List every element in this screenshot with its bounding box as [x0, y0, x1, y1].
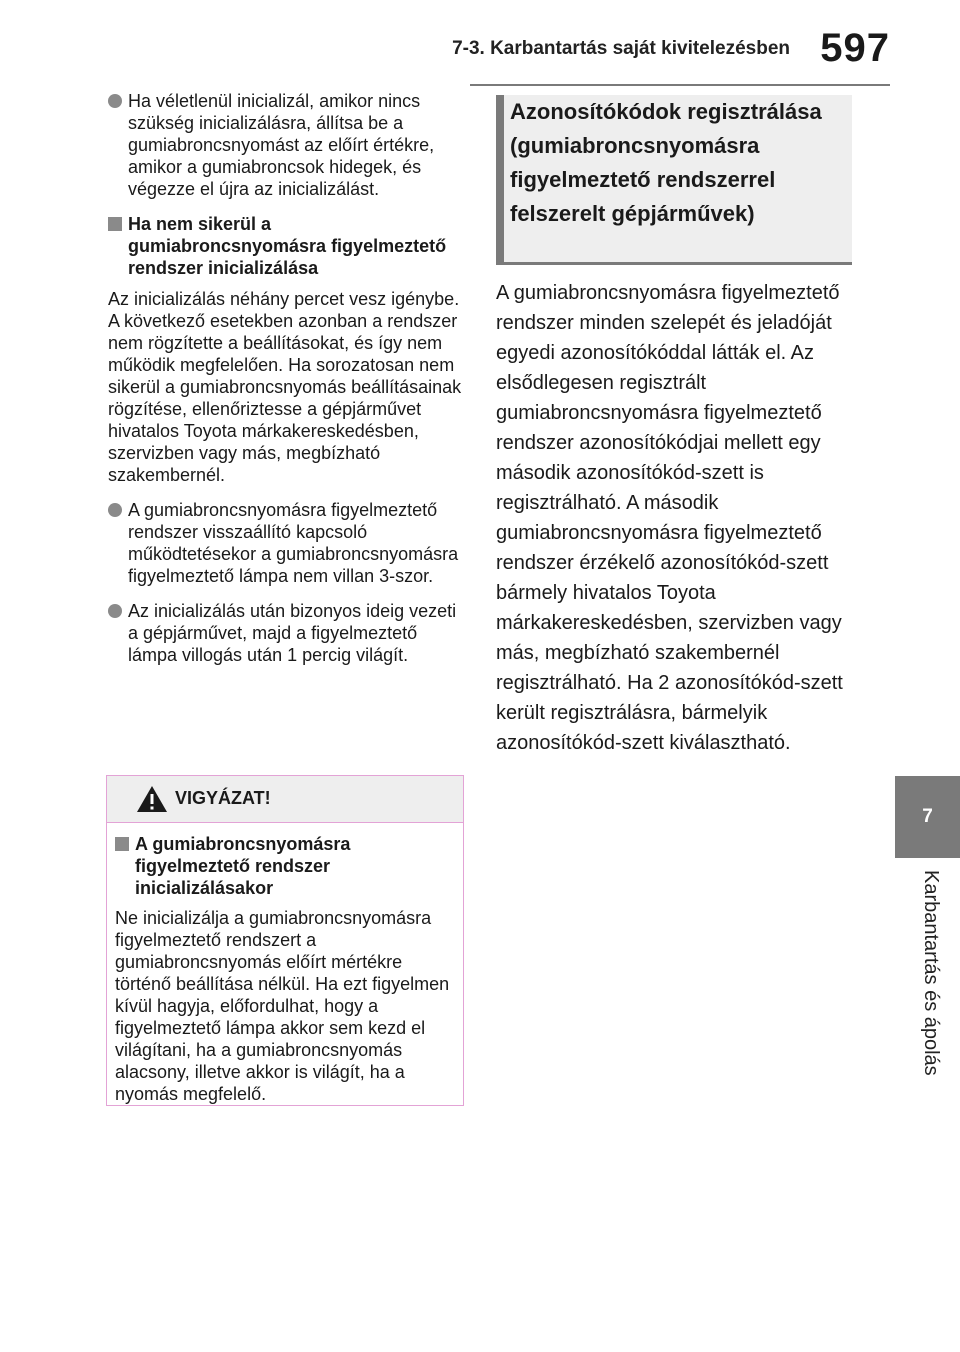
bullet-text: Az inicializálás után bizonyos ideig vezeti a gépjárművet, majd a figyelmeztető lámpa villogás után 1 percig világít. — [128, 601, 457, 665]
subsection-heading-text: Ha nem sikerül a gumiabroncsnyomásra figyelmeztető rendszer inicializálása — [128, 214, 447, 278]
chapter-label: Karbantartás és ápolás — [920, 870, 942, 1076]
circle-bullet-icon — [108, 94, 122, 108]
subsection-heading — [108, 213, 468, 279]
circle-bullet-icon — [108, 503, 122, 517]
bullet-text: A gumiabroncsnyomásra figyelmeztető rendszer visszaállító kapcsoló működtetésekor a gumiabroncsnyomásra figyelmeztető lámpa nem villan 3-szor. — [128, 500, 459, 586]
circle-bullet-icon — [108, 604, 122, 618]
heading-accent-bar — [496, 95, 504, 265]
left-column — [108, 90, 468, 679]
warning-box — [106, 775, 464, 1106]
bullet-text: Ha véletlenül inicializál, amikor nincs szükség inicializálásra, állítsa be a gumiabroncsnyomást az előírt értékre, amikor a gumiabroncsok hidegek, és végezze el újra az inicializálást. — [128, 91, 435, 199]
warning-header — [107, 776, 463, 823]
list-item — [108, 499, 468, 587]
section-title: 7-3. Karbantartás saját kivitelezésben — [452, 38, 790, 59]
warning-subheading-text: A gumiabroncsnyomásra figyelmeztető rendszer inicializálásakor — [135, 834, 351, 898]
warning-body — [107, 823, 463, 1105]
right-column-body: A gumiabroncsnyomásra figyelmeztető rendszer minden szelepét és jeladóját egyedi azonosítókóddal látták el. Az elsődlegesen regisztrált gumiabroncsnyomásra figyelmeztető rendszer azonosítókódjai mellett egy második azonosítókód-szett is regisztrálható. A második gumiabroncsnyomásra figyelmeztető rendszer érzékelő azonosítókód-szett bármely hivatalos Toyota márkakereskedésben, szervizben vagy más, megbízható szakembernél regisztrálható. Ha 2 azonosítókód-szett került regisztrálásra, bármelyik azonosítókód-szett kiválasztható. — [496, 282, 843, 754]
warning-title: VIGYÁZAT! — [175, 788, 271, 808]
section-heading-box — [496, 95, 852, 265]
list-item — [108, 600, 468, 666]
header-divider — [470, 84, 890, 86]
heading-underline — [496, 262, 852, 265]
warning-text: Ne inicializálja a gumiabroncsnyomásra figyelmeztető rendszert a gumiabroncsnyomás előírt mértékre történő beállítása nélkül. Ha ezt figyelmen kívül hagyja, előfordulhat, hogy a figyelmeztető lámpa akkor sem kezd el világítani, ha a gumiabroncsnyomás alacsony, illetve akkor is világít, ha a nyomás megfelelő. — [115, 908, 450, 1104]
list-item — [108, 90, 468, 200]
square-bullet-icon — [115, 837, 129, 851]
chapter-tab: 7 — [895, 776, 960, 858]
square-bullet-icon — [108, 217, 122, 231]
warning-subheading — [115, 833, 455, 899]
paragraph: Az inicializálás néhány percet vesz igénybe. A következő esetekben azonban a rendszer nem rögzítette a beállításokat, és így nem működik megfelelően. Ha sorozatosan nem sikerül a gumiabroncsnyomás beállításainak rögzítése, ellenőriztesse a gépjárművet hivatalos Toyota márkakereskedésben, szervizben vagy más, megbízható szakembernél. — [108, 289, 462, 485]
section-heading: Azonosítókódok regisztrálása (gumiabroncsnyomásra figyelmeztető rendszerrel felszerelt gépjárművek) — [510, 99, 822, 226]
warning-triangle-icon — [135, 784, 169, 814]
page-number: 597 — [820, 26, 890, 70]
